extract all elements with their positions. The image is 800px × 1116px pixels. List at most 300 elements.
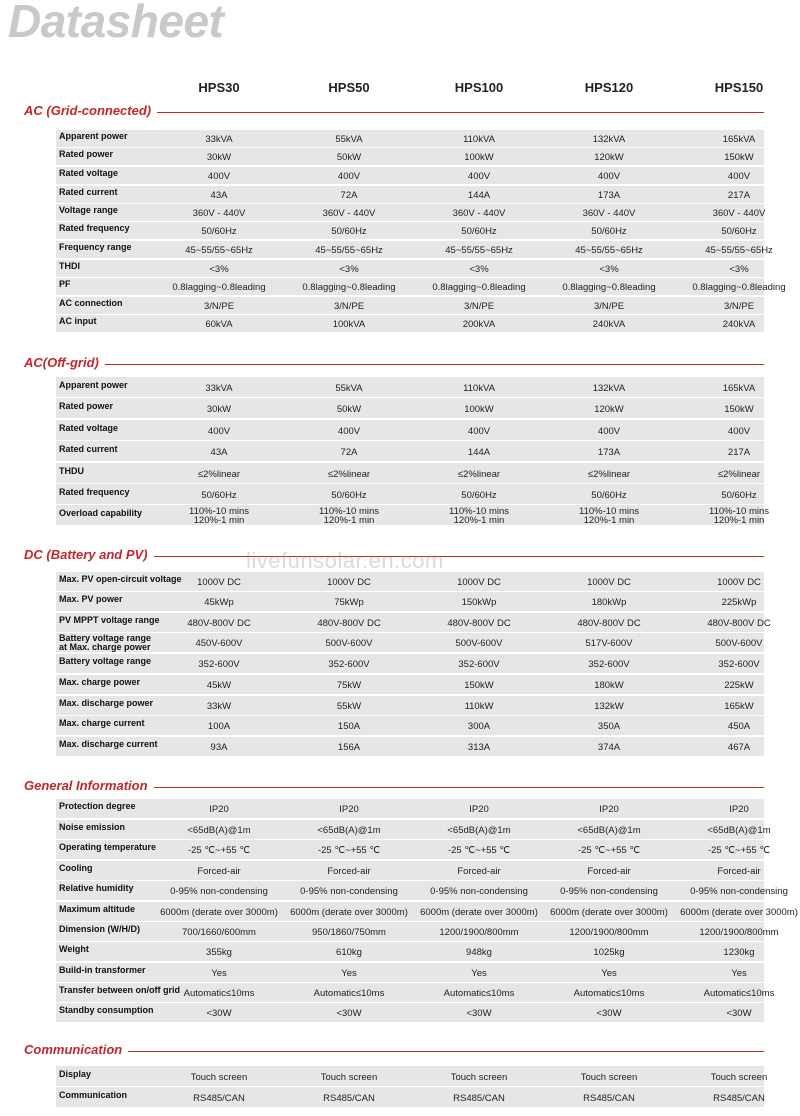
- cell-value: 374A: [597, 742, 621, 753]
- cell-value: 110%-10 mins 120%-1 min: [188, 505, 250, 526]
- cell-value: -25 ℃~+55 ℃: [577, 845, 640, 856]
- table-row: [0, 1066, 800, 1087]
- cell-value: Automatic≤10ms: [443, 988, 515, 999]
- cell-value: 1200/1900/800mm: [699, 927, 779, 938]
- row-label: Max. discharge power: [59, 698, 154, 708]
- cell-value: <30W: [596, 1008, 622, 1019]
- cell-value: 0-95% non-condensing: [430, 886, 528, 897]
- row-label: Rated voltage: [59, 168, 119, 178]
- cell-value: 360V - 440V: [322, 208, 376, 219]
- cell-value: 0-95% non-condensing: [300, 886, 398, 897]
- cell-value: 6000m (derate over 3000m): [290, 907, 408, 918]
- cell-value: 1200/1900/800mm: [569, 927, 649, 938]
- cell-value: <3%: [209, 264, 229, 275]
- cell-value: 50/60Hz: [201, 489, 237, 501]
- cell-value: 3/N/PE: [463, 301, 495, 312]
- table-row: [0, 186, 800, 204]
- cell-value: 150A: [337, 721, 361, 732]
- row-label: Rated current: [59, 443, 118, 454]
- cell-value: 45~55/55~65Hz: [185, 245, 253, 256]
- cell-value: 240kVA: [722, 319, 756, 330]
- cell-value: 360V - 440V: [192, 208, 246, 219]
- cell-value: 1000V DC: [717, 577, 761, 588]
- section-title: DC (Battery and PV): [24, 547, 154, 562]
- cell-value: IP20: [729, 804, 749, 815]
- cell-value: 30kW: [206, 152, 232, 163]
- table-row: [0, 297, 800, 315]
- cell-value: 400V: [727, 425, 751, 437]
- cell-value: 400V: [597, 425, 621, 437]
- cell-value: 0.8lagging~0.8leading: [172, 282, 266, 293]
- cell-value: 240kVA: [592, 319, 626, 330]
- table-row: [0, 654, 800, 674]
- cell-value: IP20: [469, 804, 489, 815]
- cell-value: 360V - 440V: [712, 208, 766, 219]
- row-label: Weight: [59, 944, 89, 954]
- cell-value: Touch screen: [320, 1071, 378, 1083]
- table-row: [0, 441, 800, 462]
- cell-value: 360V - 440V: [452, 208, 506, 219]
- cell-value: Automatic≤10ms: [573, 988, 645, 999]
- section-title: AC (Grid-connected): [24, 103, 157, 118]
- cell-value: <65dB(A)@1m: [187, 825, 251, 836]
- cell-value: 1200/1900/800mm: [439, 927, 519, 938]
- table-row: [0, 167, 800, 185]
- cell-value: 150kW: [464, 680, 494, 691]
- row-label: Communication: [59, 1089, 128, 1100]
- table-row: [0, 737, 800, 757]
- cell-value: 1000V DC: [457, 577, 501, 588]
- cell-value: 217A: [727, 190, 751, 201]
- cell-value: 110%-10 mins 120%-1 min: [448, 505, 510, 526]
- cell-value: 43A: [210, 190, 228, 201]
- cell-value: 43A: [210, 446, 228, 458]
- cell-value: 0-95% non-condensing: [560, 886, 658, 897]
- table-row: [0, 840, 800, 860]
- cell-value: Automatic≤10ms: [703, 988, 775, 999]
- cell-value: 110%-10 mins 120%-1 min: [578, 505, 640, 526]
- cell-value: 50/60Hz: [331, 226, 367, 237]
- cell-value: 72A: [340, 446, 358, 458]
- table-row: [0, 861, 800, 881]
- table-row: [0, 902, 800, 922]
- table-row: [0, 942, 800, 962]
- cell-value: 6000m (derate over 3000m): [550, 907, 668, 918]
- cell-value: Automatic≤10ms: [183, 988, 255, 999]
- cell-value: 3/N/PE: [593, 301, 625, 312]
- cell-value: 1000V DC: [197, 577, 241, 588]
- row-label: Build-in transformer: [59, 965, 146, 975]
- table-row: [0, 675, 800, 695]
- cell-value: 3/N/PE: [723, 301, 755, 312]
- table-row: [0, 716, 800, 736]
- table-row: [0, 613, 800, 633]
- cell-value: ≤2%linear: [587, 468, 631, 480]
- cell-value: 55kVA: [335, 382, 363, 394]
- row-label: Battery voltage range at Max. charge power: [59, 633, 152, 652]
- model-header: HPS30: [198, 80, 240, 95]
- cell-value: 45~55/55~65Hz: [445, 245, 513, 256]
- cell-value: 45~55/55~65Hz: [315, 245, 383, 256]
- row-label: Apparent power: [59, 379, 128, 390]
- cell-value: RS485/CAN: [453, 1092, 505, 1104]
- cell-value: 300A: [467, 721, 491, 732]
- cell-value: 0.8lagging~0.8leading: [692, 282, 786, 293]
- cell-value: -25 ℃~+55 ℃: [317, 845, 380, 856]
- cell-value: Forced-air: [717, 866, 761, 877]
- cell-value: Automatic≤10ms: [313, 988, 385, 999]
- row-label: Dimension (W/H/D): [59, 924, 140, 934]
- cell-value: 352-600V: [718, 659, 760, 670]
- cell-value: 6000m (derate over 3000m): [420, 907, 538, 918]
- cell-value: 352-600V: [198, 659, 240, 670]
- row-label: Rated current: [59, 187, 118, 197]
- cell-value: 0.8lagging~0.8leading: [302, 282, 396, 293]
- row-label: Max. discharge current: [59, 739, 158, 749]
- cell-value: <3%: [469, 264, 489, 275]
- cell-value: 93A: [210, 742, 228, 753]
- cell-value: RS485/CAN: [193, 1092, 245, 1104]
- cell-value: 50kW: [336, 152, 362, 163]
- table-row: [0, 377, 800, 398]
- cell-value: 50/60Hz: [591, 226, 627, 237]
- table-row: [0, 983, 800, 1003]
- cell-value: 500V-600V: [715, 638, 763, 649]
- cell-value: 55kW: [336, 701, 362, 712]
- cell-value: 100kW: [464, 152, 494, 163]
- cell-value: -25 ℃~+55 ℃: [187, 845, 250, 856]
- cell-value: 50/60Hz: [331, 489, 367, 501]
- cell-value: 500V-600V: [325, 638, 373, 649]
- cell-value: 120kW: [594, 403, 624, 415]
- section: [0, 778, 800, 800]
- table-row: [0, 241, 800, 259]
- cell-value: 950/1860/750mm: [312, 927, 386, 938]
- table-row: [0, 278, 800, 296]
- row-label: Max. charge current: [59, 718, 145, 728]
- cell-value: Yes: [211, 968, 227, 979]
- cell-value: 33kVA: [205, 382, 233, 394]
- table-row: [0, 881, 800, 901]
- cell-value: 132kVA: [592, 134, 626, 145]
- section: [0, 355, 800, 377]
- cell-value: 480V-800V DC: [317, 618, 381, 629]
- table-row: [0, 505, 800, 526]
- cell-value: <65dB(A)@1m: [447, 825, 511, 836]
- cell-value: Forced-air: [327, 866, 371, 877]
- cell-value: RS485/CAN: [713, 1092, 765, 1104]
- cell-value: 400V: [727, 171, 751, 182]
- cell-value: 355kg: [206, 947, 232, 958]
- cell-value: Forced-air: [457, 866, 501, 877]
- cell-value: 1000V DC: [587, 577, 631, 588]
- cell-value: 45~55/55~65Hz: [575, 245, 643, 256]
- cell-value: 30kW: [206, 403, 232, 415]
- cell-value: 400V: [337, 425, 361, 437]
- table-row: [0, 315, 800, 333]
- cell-value: <30W: [336, 1008, 362, 1019]
- section-header: [0, 103, 800, 125]
- cell-value: 72A: [340, 190, 358, 201]
- cell-value: <65dB(A)@1m: [707, 825, 771, 836]
- section: [0, 103, 800, 125]
- row-label: Apparent power: [59, 131, 128, 141]
- cell-value: 150kWp: [461, 597, 497, 608]
- section-header: [0, 778, 800, 800]
- row-label: Noise emission: [59, 822, 126, 832]
- watermark: livefunsolar.en.com: [246, 548, 444, 573]
- table-row: [0, 130, 800, 148]
- cell-value: 33kVA: [205, 134, 233, 145]
- row-label: Transfer between on/off grid: [59, 985, 181, 995]
- model-header: HPS50: [328, 80, 370, 95]
- cell-value: 610kg: [336, 947, 362, 958]
- table-row: [0, 922, 800, 942]
- cell-value: <30W: [206, 1008, 232, 1019]
- row-label: Max. PV open-circuit voltage: [59, 574, 182, 584]
- cell-value: 60kVA: [205, 319, 233, 330]
- cell-value: 350A: [597, 721, 621, 732]
- table-row: [0, 696, 800, 716]
- cell-value: 33kW: [206, 701, 232, 712]
- table-row: [0, 572, 800, 592]
- cell-value: RS485/CAN: [583, 1092, 635, 1104]
- cell-value: 50/60Hz: [591, 489, 627, 501]
- cell-value: 100A: [207, 721, 231, 732]
- model-header: HPS100: [454, 80, 504, 95]
- cell-value: 517V-600V: [585, 638, 633, 649]
- cell-value: 50/60Hz: [461, 226, 497, 237]
- cell-value: 110kVA: [463, 382, 495, 394]
- cell-value: 150kW: [724, 152, 754, 163]
- table-row: [0, 963, 800, 983]
- cell-value: ≤2%linear: [457, 468, 501, 480]
- cell-value: 400V: [467, 425, 491, 437]
- row-label: Rated voltage: [59, 422, 119, 433]
- cell-value: 352-600V: [458, 659, 500, 670]
- cell-value: 173A: [597, 446, 621, 458]
- cell-value: 50/60Hz: [461, 489, 497, 501]
- cell-value: 165kVA: [722, 134, 756, 145]
- row-label: Protection degree: [59, 801, 136, 811]
- cell-value: 480V-800V DC: [187, 618, 251, 629]
- cell-value: Yes: [601, 968, 617, 979]
- cell-value: 45~55/55~65Hz: [705, 245, 773, 256]
- cell-value: 400V: [467, 171, 491, 182]
- cell-value: 55kVA: [335, 134, 363, 145]
- cell-value: 1230kg: [723, 947, 755, 958]
- cell-value: 132kW: [594, 701, 624, 712]
- cell-value: 467A: [727, 742, 751, 753]
- cell-value: 1000V DC: [327, 577, 371, 588]
- cell-value: 6000m (derate over 3000m): [160, 907, 278, 918]
- cell-value: -25 ℃~+55 ℃: [707, 845, 770, 856]
- cell-value: 132kVA: [592, 382, 626, 394]
- cell-value: 225kWp: [721, 597, 757, 608]
- table-row: [0, 633, 800, 653]
- cell-value: IP20: [209, 804, 229, 815]
- table-row: [0, 222, 800, 240]
- cell-value: 110%-10 mins 120%-1 min: [708, 505, 770, 526]
- cell-value: 400V: [207, 171, 231, 182]
- cell-value: 0-95% non-condensing: [170, 886, 268, 897]
- cell-value: -25 ℃~+55 ℃: [447, 845, 510, 856]
- cell-value: 3/N/PE: [203, 301, 235, 312]
- cell-value: ≤2%linear: [717, 468, 761, 480]
- row-label: AC connection: [59, 298, 123, 308]
- table-row: [0, 420, 800, 441]
- row-label: Display: [59, 1068, 92, 1079]
- row-label: Operating temperature: [59, 842, 157, 852]
- cell-value: 217A: [727, 446, 751, 458]
- model-header: HPS150: [714, 80, 764, 95]
- row-label: Rated power: [59, 400, 114, 411]
- cell-value: 120kW: [594, 152, 624, 163]
- row-label: THDI: [59, 261, 80, 271]
- cell-value: 50/60Hz: [721, 226, 757, 237]
- cell-value: 156A: [337, 742, 361, 753]
- cell-value: 480V-800V DC: [707, 618, 771, 629]
- cell-value: 225kW: [724, 680, 754, 691]
- row-label: Overload capability: [59, 507, 143, 518]
- row-label: PF: [59, 279, 71, 289]
- table-row: [0, 1087, 800, 1108]
- table-row: [0, 799, 800, 819]
- cell-value: <30W: [466, 1008, 492, 1019]
- cell-value: 1025kg: [593, 947, 625, 958]
- cell-value: 110kVA: [463, 134, 495, 145]
- row-label: Rated frequency: [59, 486, 130, 497]
- section-divider: [24, 364, 764, 365]
- cell-value: 360V - 440V: [582, 208, 636, 219]
- cell-value: 50/60Hz: [721, 489, 757, 501]
- page-title: Datasheet: [8, 0, 224, 47]
- cell-value: <3%: [599, 264, 619, 275]
- model-header: HPS120: [584, 80, 634, 95]
- cell-value: <65dB(A)@1m: [317, 825, 381, 836]
- cell-value: 0-95% non-condensing: [690, 886, 788, 897]
- table-row: [0, 1003, 800, 1023]
- table-row: [0, 260, 800, 278]
- cell-value: ≤2%linear: [327, 468, 371, 480]
- cell-value: <3%: [729, 264, 749, 275]
- row-label: THDU: [59, 465, 84, 476]
- cell-value: 45kW: [206, 680, 232, 691]
- cell-value: 50/60Hz: [201, 226, 237, 237]
- cell-value: 173A: [597, 190, 621, 201]
- table-row: [0, 463, 800, 484]
- cell-value: 200kVA: [462, 319, 496, 330]
- row-label: Standby consumption: [59, 1005, 154, 1015]
- cell-value: 100kW: [464, 403, 494, 415]
- table-row: [0, 398, 800, 419]
- cell-value: 45kWp: [204, 597, 234, 608]
- cell-value: 6000m (derate over 3000m): [680, 907, 798, 918]
- cell-value: IP20: [599, 804, 619, 815]
- table-row: [0, 148, 800, 166]
- cell-value: 450A: [727, 721, 751, 732]
- cell-value: 480V-800V DC: [447, 618, 511, 629]
- table-row: [0, 204, 800, 222]
- cell-value: 144A: [467, 190, 491, 201]
- cell-value: 100kVA: [332, 319, 366, 330]
- section-title: AC(Off-grid): [24, 355, 105, 370]
- cell-value: 150kW: [724, 403, 754, 415]
- cell-value: 110%-10 mins 120%-1 min: [318, 505, 380, 526]
- cell-value: IP20: [339, 804, 359, 815]
- cell-value: Yes: [731, 968, 747, 979]
- table-row: [0, 484, 800, 505]
- cell-value: 400V: [597, 171, 621, 182]
- table-row: [0, 820, 800, 840]
- cell-value: 75kWp: [334, 597, 364, 608]
- row-label: Rated power: [59, 149, 114, 159]
- cell-value: Forced-air: [197, 866, 241, 877]
- cell-value: Yes: [341, 968, 357, 979]
- cell-value: 400V: [337, 171, 361, 182]
- row-label: Battery voltage range: [59, 656, 152, 666]
- cell-value: <3%: [339, 264, 359, 275]
- cell-value: 500V-600V: [455, 638, 503, 649]
- row-label: PV MPPT voltage range: [59, 615, 160, 625]
- cell-value: 480V-800V DC: [577, 618, 641, 629]
- cell-value: 144A: [467, 446, 491, 458]
- section: [0, 1042, 800, 1064]
- cell-value: 180kW: [594, 680, 624, 691]
- model-header-row: [0, 80, 800, 98]
- row-label: Frequency range: [59, 242, 132, 252]
- section-title: Communication: [24, 1042, 128, 1057]
- cell-value: 165kVA: [722, 382, 756, 394]
- cell-value: 313A: [467, 742, 491, 753]
- cell-value: 0.8lagging~0.8leading: [562, 282, 656, 293]
- cell-value: 948kg: [466, 947, 492, 958]
- row-label: Relative humidity: [59, 883, 134, 893]
- cell-value: Yes: [471, 968, 487, 979]
- cell-value: 165kW: [724, 701, 754, 712]
- cell-value: 450V-600V: [195, 638, 243, 649]
- cell-value: Touch screen: [580, 1071, 638, 1083]
- cell-value: 352-600V: [328, 659, 370, 670]
- row-label: Voltage range: [59, 205, 118, 215]
- cell-value: 3/N/PE: [333, 301, 365, 312]
- cell-value: Touch screen: [190, 1071, 248, 1083]
- section-title: General Information: [24, 778, 154, 793]
- section-header: [0, 1042, 800, 1064]
- row-label: Cooling: [59, 863, 93, 873]
- row-label: Rated frequency: [59, 223, 130, 233]
- row-label: AC input: [59, 316, 97, 326]
- cell-value: 110kW: [464, 701, 494, 712]
- section-header: [0, 355, 800, 377]
- cell-value: ≤2%linear: [197, 468, 241, 480]
- table-row: [0, 592, 800, 612]
- row-label: Max. charge power: [59, 677, 141, 687]
- cell-value: 180kWp: [591, 597, 627, 608]
- cell-value: <30W: [726, 1008, 752, 1019]
- row-label: Maximum altitude: [59, 904, 136, 914]
- cell-value: 0.8lagging~0.8leading: [432, 282, 526, 293]
- cell-value: RS485/CAN: [323, 1092, 375, 1104]
- cell-value: Touch screen: [450, 1071, 508, 1083]
- cell-value: Forced-air: [587, 866, 631, 877]
- cell-value: 400V: [207, 425, 231, 437]
- cell-value: 700/1660/600mm: [182, 927, 256, 938]
- section-divider: [24, 1051, 764, 1052]
- cell-value: <65dB(A)@1m: [577, 825, 641, 836]
- cell-value: 75kW: [336, 680, 362, 691]
- cell-value: 352-600V: [588, 659, 630, 670]
